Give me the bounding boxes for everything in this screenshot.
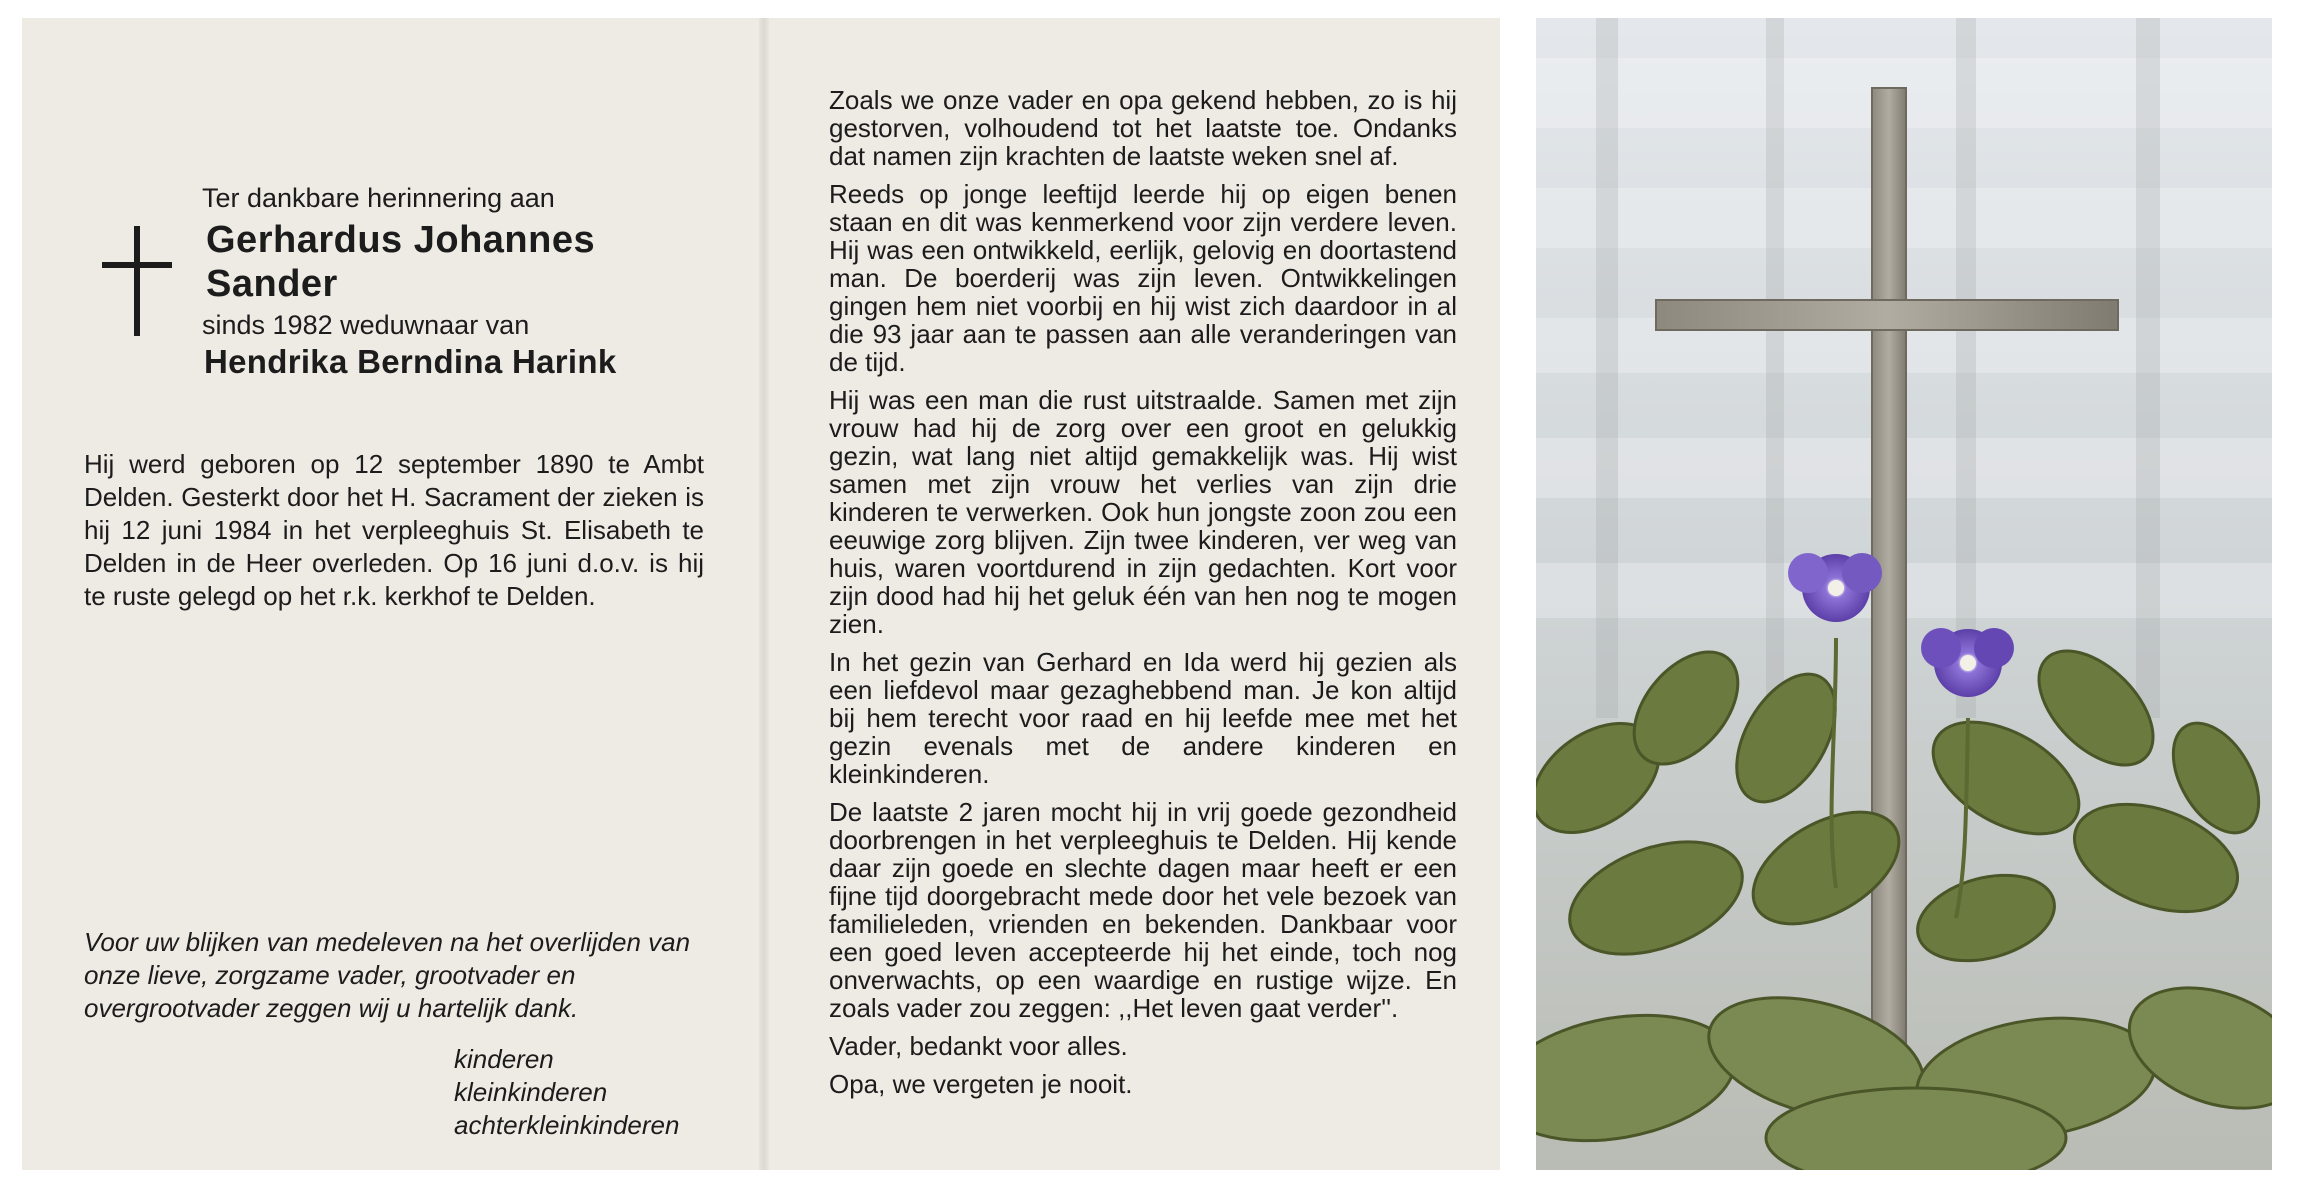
card-right-panel xyxy=(769,18,1500,1170)
intro-text: Ter dankbare herinnering aan xyxy=(202,183,555,213)
deceased-name-line2: Sander xyxy=(206,263,338,305)
story-paragraph: Vader, bedankt voor alles. xyxy=(829,1031,1128,1061)
story-paragraph: De laatste 2 jaren mocht hij in vrij goede gezondheid doorbrengen in het verpleeghuis te Delden. Hij kende daar zijn goede en slechte dagen maar heeft er een fijne tijd doorgebracht mede door het vele bezoek van familieleden, vrienden en bekenden. Dankbaar voor een goed leven accepteerde hij het einde, toch nog onverwachts, op een waardige en rustige wijze. En zoals vader zou zeggen: ,,Het leven gaat verder''. xyxy=(829,797,1457,1023)
story-paragraph: Reeds op jonge leeftijd leerde hij op eigen benen staan en dit was kenmerkend voor zijn verdere leven. Hij was een ontwikkeld, eerlijk, gelovig en doortastend man. De boerderij was zijn leven. Ontwikkelingen gingen hem niet voorbij en hij wist zich daardoor in al die 93 jaar aan te passen aan alle veranderingen van de tijd. xyxy=(829,179,1457,377)
signer-item: achterkleinkinderen xyxy=(454,1110,680,1140)
deceased-name xyxy=(206,218,595,306)
widower-text: sinds 1982 weduwnaar van xyxy=(202,310,530,340)
story-text xyxy=(829,86,1457,1108)
story-paragraph: In het gezin van Gerhard en Ida werd hij gezien als een liefdevol maar gezaghebbend man. Je kon altijd bij hem terecht voor raad en hij leefde mee met het gezin evenals met de andere kinderen en kleinkinderen. xyxy=(829,647,1457,789)
biography-text: Hij werd geboren op 12 september 1890 te Ambt Delden. Gesterkt door het H. Sacrament der zieken is hij 12 juni 1984 in het verpleeghuis St. Elisabeth te Delden in de Heer overleden. Op 16 juni d.o.v. is hij te ruste gelegd op het r.k. kerkhof te Delden. xyxy=(84,449,704,611)
signer-item: kleinkinderen xyxy=(454,1077,608,1107)
signers-list xyxy=(454,1043,679,1142)
story-paragraph: Hij was een man die rust uitstraalde. Samen met zijn vrouw had hij de zorg over een groot en gelukkig gezin, wat lang niet altijd gemakkelijk was. Hij wist samen met zijn vrouw het verlies van zijn drie kinderen te verwerken. Ook hun jongste zoon zou een eeuwige zorg blijven. Zijn twee kinderen, ver weg van huis, waren voortdurend in zijn gedachten. Kort voor zijn dood had hij het geluk één van hen nog te mogen zien. xyxy=(829,385,1457,639)
signer-item: kinderen xyxy=(454,1044,554,1074)
spouse-name: Hendrika Berndina Harink xyxy=(204,343,617,380)
memorial-photo xyxy=(1536,18,2272,1170)
story-paragraph: Zoals we onze vader en opa gekend hebben, zo is hij gestorven, volhoudend tot het laatste toe. Ondanks dat namen zijn krachten de laatste weken snel af. xyxy=(829,85,1457,171)
story-paragraph: Opa, we vergeten je nooit. xyxy=(829,1069,1133,1099)
memorial-card xyxy=(22,18,1500,1170)
deceased-name-line1: Gerhardus Johannes xyxy=(206,219,596,261)
thanks-text: Voor uw blijken van medeleven na het overlijden van onze lieve, zorgzame vader, grootvader en overgrootvader zeggen wij u hartelijk dank. xyxy=(84,927,691,1023)
cross-icon xyxy=(102,226,172,336)
cross-with-violets-image xyxy=(1536,18,2272,1170)
card-fold xyxy=(759,18,769,1170)
card-left-panel xyxy=(22,18,759,1170)
